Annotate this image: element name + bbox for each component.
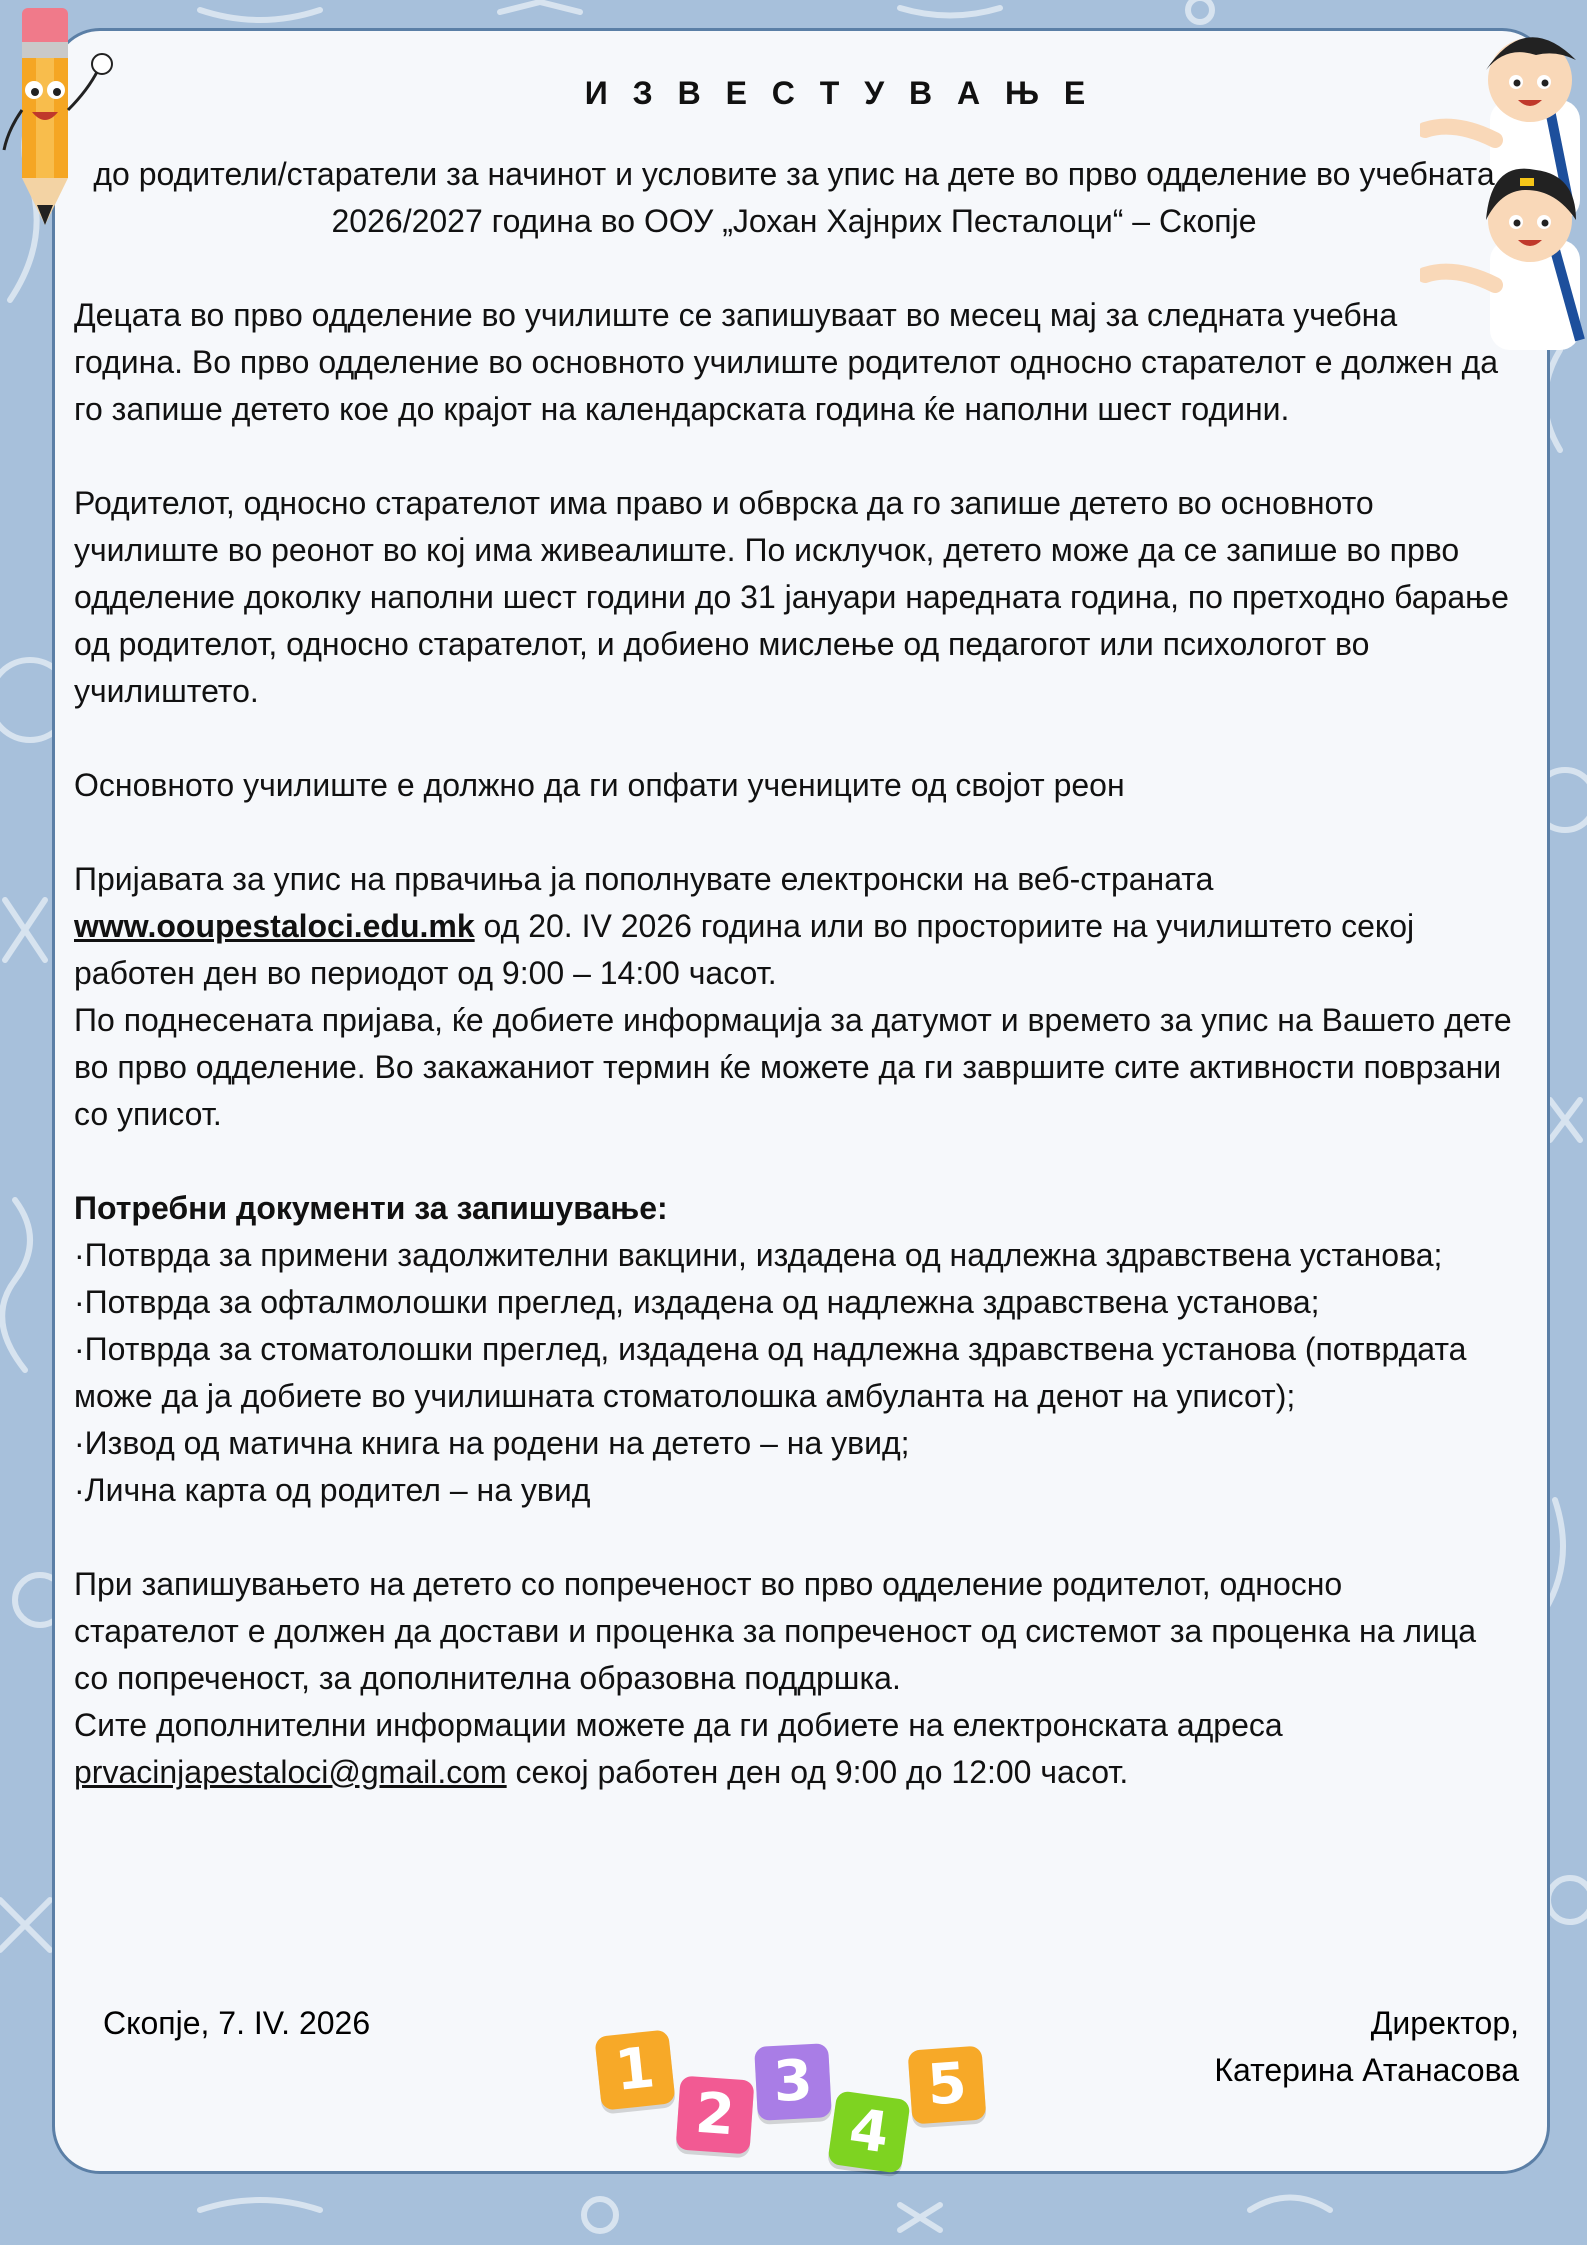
notice-subtitle: до родители/старатели за начинот и условите за упис на дете во прво одделение во учебната 2026/2027 година во ООУ „Јохан Хајнрих Песталоци“ – Скопје: [93, 156, 1495, 239]
document-item-birth-certificate: ·Извод од матична книга на родени на детето – на увид;: [74, 1425, 910, 1461]
paragraph-contact: [74, 1702, 1514, 1796]
signature-block: [1214, 2000, 1519, 2094]
notice-content: [74, 70, 1514, 1796]
number-block-4: 4: [827, 2090, 911, 2174]
paragraph-rights-obligations: Родителот, односно старателот има право и обврска да го запише детето во основното училиште во реонот во кој има живеалиште. По исклучок, детето може да се запише во прво одделение доколку наполни шест години до 31 јануари наредната година, по претходно барање од родителот, односно старателот, и добиено мислење од педагогот или психологот во училиштето.: [74, 485, 1509, 709]
application-rest: од 20. IV 2026 година или во просториите на училиштето секој работен ден во периодот од 9:00 – 14:00 часот.: [74, 908, 1415, 991]
paragraph-school-district: Основното училиште е должно да ги опфати учениците од својот реон: [74, 767, 1125, 803]
number-block-2: 2: [676, 2076, 755, 2155]
documents-heading: Потребни документи за запишување:: [74, 1190, 668, 1226]
number-block-3: 3: [754, 2043, 832, 2121]
paragraph-disability: При запишувањето на детето со попреченост во прво одделение родителот, односно старателот е должен да достави и проценка за попреченост од системот за проценка на лица со попреченост, за дополнителна образовна поддршка.: [74, 1566, 1477, 1696]
document-item-ophthalmology: ·Потврда за офталмолошки преглед, издадена од надлежна здравствена установа;: [74, 1284, 1320, 1320]
signature-role: Директор,: [1370, 2005, 1519, 2041]
document-item-id-card: ·Лична карта од родител – на увид: [74, 1472, 591, 1508]
paragraph-enrollment-age: Децата во прво одделение во училиште се запишуваат во месец мај за следната учебна година. Во прво одделение во основното училиште родителот односно старателот е должен да го запише детето кое до крајот на календарската година ќе наполни шест години.: [74, 297, 1499, 427]
place-date: Скопје, 7. IV. 2026: [103, 2005, 371, 2041]
email-link[interactable]: prvacinjapestaloci@gmail.com: [74, 1754, 507, 1790]
website-link[interactable]: www.ooupestaloci.edu.mk: [74, 908, 475, 944]
document-item-vaccines: ·Потврда за примени задолжителни вакцини, издадена од надлежна здравствена установа;: [74, 1237, 1443, 1273]
paragraph-application: [74, 856, 1514, 997]
contact-rest: секој работен ден од 9:00 до 12:00 часот.: [506, 1754, 1129, 1790]
page-title: И З В Е С Т У В А Њ Е: [584, 75, 1094, 111]
application-intro: Пријавата за упис на првачиња ја пополнувате електронски на веб-страната: [74, 861, 1214, 897]
contact-intro: Сите дополнителни информации можете да ги добиете на електронската адреса: [74, 1707, 1283, 1743]
document-item-dental: ·Потврда за стоматолошки преглед, издадена од надлежна здравствена установа (потврдата може да ја добиете во училишната стоматолошка амбуланта на денот на уписот);: [74, 1331, 1467, 1414]
number-block-5: 5: [908, 2046, 987, 2125]
signature-name: Катерина Атанасова: [1214, 2052, 1519, 2088]
number-block-1: 1: [594, 2029, 675, 2110]
paragraph-after-application: По поднесената пријава, ќе добиете информација за датумот и времето за упис на Вашето дете во прво одделение. Во закажаниот термин ќе можете да ги завршите сите активности поврзани со уписот.: [74, 1002, 1512, 1132]
